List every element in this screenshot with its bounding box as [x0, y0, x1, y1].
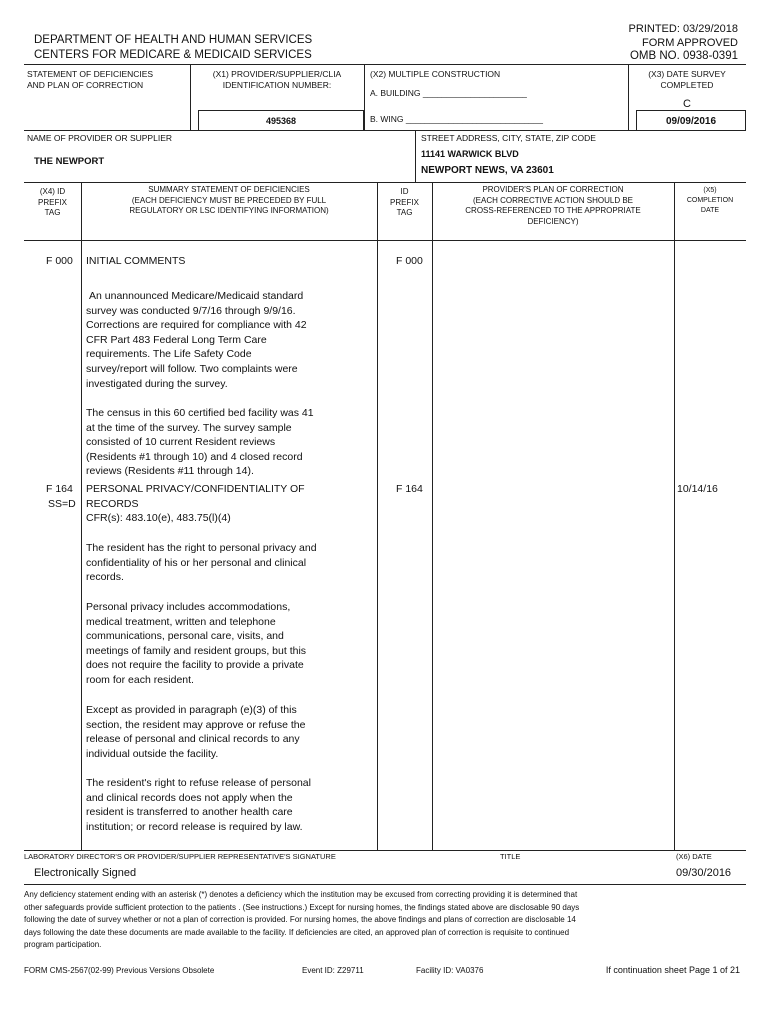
tag-f000: F 000 — [46, 255, 73, 267]
department-name: DEPARTMENT OF HEALTH AND HUMAN SERVICES — [34, 34, 313, 46]
address-label: STREET ADDRESS, CITY, STATE, ZIP CODE — [421, 133, 596, 143]
f164-completion-date: 10/14/16 — [677, 483, 718, 495]
form-number: FORM CMS-2567(02-99) Previous Versions Obsolete — [24, 966, 215, 975]
paragraph-survey: An unannounced Medicare/Medicaid standard survey was conducted 9/7/16 through 9/9/16. Corrections are required for compliance with 42 CFR Part 483 Federal Long Term Care requirements. The Life Safety Code survey/report will follow. Two complaints were investigated during the survey. — [86, 290, 307, 390]
summary-header: SUMMARY STATEMENT OF DEFICIENCIES (EACH DEFICIENCY MUST BE PRECEDED BY FULL REGULATORY OR LSC IDENTIFYING INFORMATION) — [129, 185, 329, 215]
event-id: Event ID: Z29711 — [302, 966, 364, 975]
agency-header — [34, 33, 312, 63]
tag-f164: F 164 — [46, 483, 73, 495]
survey-completed-date: 09/09/2016 — [665, 116, 717, 127]
provider-name: THE NEWPORT — [34, 156, 105, 167]
f164-title: PERSONAL PRIVACY/CONFIDENTIALITY OF RECORDS CFR(s): 483.10(e), 483.75(l)(4) — [86, 483, 305, 525]
plan-of-correction-header: PROVIDER'S PLAN OF CORRECTION (EACH CORRECTIVE ACTION SHOULD BE CROSS-REFERENCED TO THE APPROPRIATE DEFICIENCY) — [465, 185, 641, 226]
city-state-zip: NEWPORT NEWS, VA 23601 — [421, 165, 554, 176]
tag-f164-right: F 164 — [396, 483, 423, 495]
electronic-signature: Electronically Signed — [34, 867, 137, 879]
signature-label: LABORATORY DIRECTOR'S OR PROVIDER/SUPPLIER REPRESENTATIVE'S SIGNATURE — [24, 852, 336, 861]
statement-label: STATEMENT OF DEFICIENCIES AND PLAN OF CORRECTION — [27, 69, 154, 90]
provider-id-number: 495368 — [265, 116, 297, 126]
x1-label: (X1) PROVIDER/SUPPLIER/CLIA IDENTIFICATION NUMBER: — [212, 69, 342, 90]
id-prefix-header: ID PREFIX TAG — [390, 187, 419, 217]
tag-f000-right: F 000 — [396, 255, 423, 267]
disclaimer: Any deficiency statement ending with an asterisk (*) denotes a deficiency which the institution may be excused from correcting providing it is determined that other safeguards provide sufficient protection to the patients . (See instructions.) Except for nursing homes, the findings stated above are disclosable 90 days following the date of survey whether or not a plan of correction is provided. For nursing homes, the above findings and plans of correction are disclosable 14 days following the date these documents are made available to the facility. If deficiencies are cited, an approved plan of correction is requisite to continued program participation. — [24, 890, 580, 949]
printed-date: PRINTED: 03/29/2018 — [628, 23, 738, 35]
signature-date-label: (X6) DATE — [676, 852, 712, 861]
paragraph-release: Except as provided in paragraph (e)(3) of this section, the resident may approve or refuse the release of personal and clinical records to any individual outside the facility. — [86, 704, 306, 760]
x4-header: (X4) ID PREFIX TAG — [38, 187, 67, 217]
initial-comments-title: INITIAL COMMENTS — [86, 255, 186, 267]
street-address: 11141 WARWICK BLVD — [421, 149, 519, 159]
survey-code: C — [683, 98, 691, 110]
paragraph-census: The census in this 60 certified bed facility was 41 at the time of the survey. The survey sample consisted of 10 current Resident reviews (Residents #1 through 10) and 4 closed record reviews (Residents #11 through 14). — [86, 407, 314, 478]
agency-name: CENTERS FOR MEDICARE & MEDICAID SERVICES — [34, 49, 312, 61]
provider-name-label: NAME OF PROVIDER OR SUPPLIER — [27, 133, 172, 143]
multiple-construction-label: (X2) MULTIPLE CONSTRUCTION — [370, 69, 501, 79]
paragraph-refuse-release: The resident's right to refuse release of personal and clinical records does not apply when the resident is transferred to another health care institution; or record release is required by law. — [86, 777, 311, 833]
wing-label: B. WING _____________________________ — [370, 114, 543, 124]
title-label: TITLE — [500, 852, 521, 861]
page-number: If continuation sheet Page 1 of 21 — [605, 965, 740, 975]
paragraph-personal-privacy: Personal privacy includes accommodations, medical treatment, written and telephone communications, personal care, visits, and meetings of family and resident groups, but this does not require the facility to provide a private room for each resident. — [86, 601, 307, 686]
building-label: A. BUILDING ______________________ — [370, 88, 527, 98]
signature-date: 09/30/2016 — [676, 867, 732, 879]
omb-number: OMB NO. 0938-0391 — [629, 50, 738, 62]
completion-date-header: (X5) COMPLETION DATE — [686, 187, 734, 214]
date-survey-label: (X3) DATE SURVEY COMPLETED — [648, 69, 726, 90]
paragraph-privacy-right: The resident has the right to personal privacy and confidentiality of his or her personal and clinical records. — [86, 542, 317, 584]
scope-severity: SS=D — [48, 498, 76, 510]
form-info-header — [629, 23, 738, 64]
facility-id: Facility ID: VA0376 — [416, 966, 484, 975]
form-approved-label: FORM APPROVED — [642, 36, 738, 49]
